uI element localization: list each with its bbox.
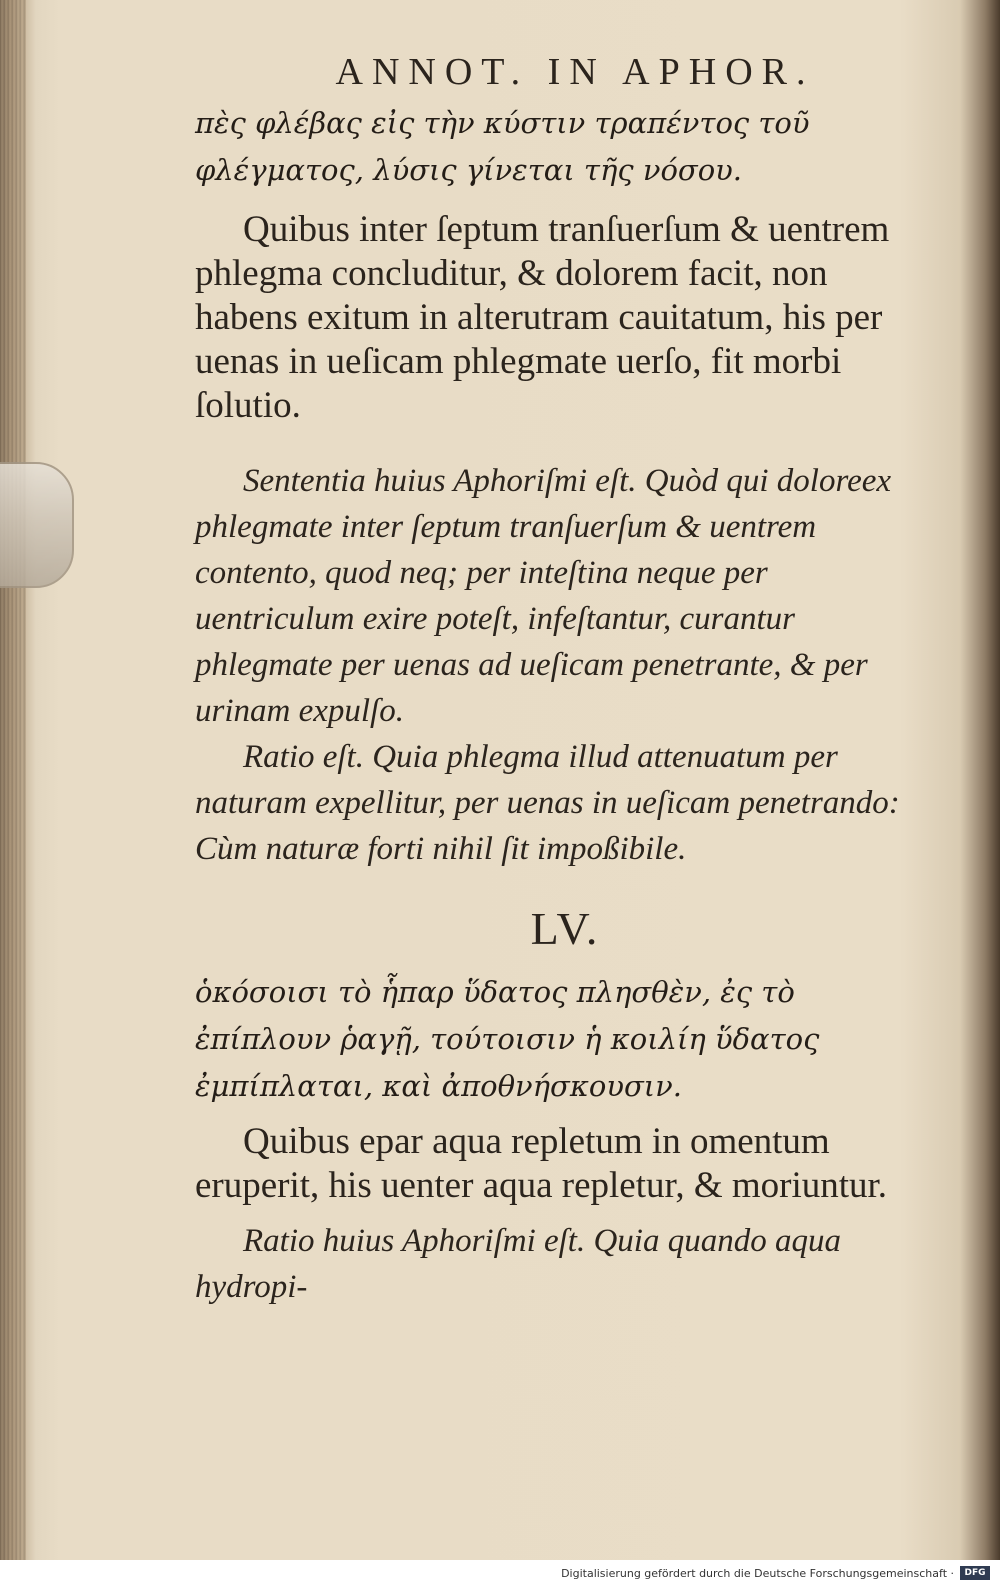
running-head: ANNOT. IN APHOR. bbox=[335, 51, 815, 93]
latin-aphorism-1: Quibus inter ſeptum tranſuerſum & uentrem phlegma concluditur, & dolorem facit, non habens exitum in alterutram cauitatum, his per uenas in ueſicam phlegmate uerſo, fit morbi ſolutio. bbox=[195, 209, 890, 426]
footer-credit: Digitalisierung gefördert durch die Deutsche Forschungsgemeinschaft · bbox=[561, 1567, 954, 1580]
greek-text-1: πὲς φλέβας εἰς τὴν κύστιν τραπέντος τοῦ φλέγματος, λύσις γίνεται τῆς νόσου. bbox=[195, 106, 810, 187]
aphorism-number: LV. bbox=[530, 903, 600, 954]
page-edge bbox=[0, 0, 26, 1560]
text-block bbox=[195, 40, 935, 1440]
commentary-sententia: Sententia huius Aphoriſmi eſt. Quòd qui doloreex phlegmate inter ſeptum tranſuerſum & uentrem contento, quod neq; per inteſtina neque per uentriculum exire poteſt, infeſtantur, curantur phlegmate per uenas ad ueſicam penetrante, & per urinam expulſo. bbox=[195, 463, 892, 729]
greek-text-2: ὁκόσοισι τὸ ἧπαρ ὕδατος πλησθὲν, ἐς τὸ ἐπίπλουν ῥαγῇ, τούτοισιν ἡ κοιλίη ὕδατος ἐμπίπλαται, καὶ ἀποθνήσκουσιν. bbox=[195, 975, 820, 1103]
commentary-ratio-2: Ratio huius Aphoriſmi eſt. Quia quando aqua hydropi- bbox=[195, 1223, 841, 1305]
digitization-footer bbox=[0, 1560, 1000, 1586]
latin-aphorism-2: Quibus epar aqua repletum in omentum eruperit, his uenter aqua repletur, & moriuntur. bbox=[195, 1121, 888, 1206]
clip-holder bbox=[0, 462, 74, 588]
dfg-logo: DFG bbox=[960, 1566, 990, 1580]
commentary-ratio: Ratio eſt. Quia phlegma illud attenuatum per naturam expellitur, per uenas in ueſicam penetrando: Cùm naturæ forti nihil ſit impoßibile. bbox=[195, 739, 900, 867]
